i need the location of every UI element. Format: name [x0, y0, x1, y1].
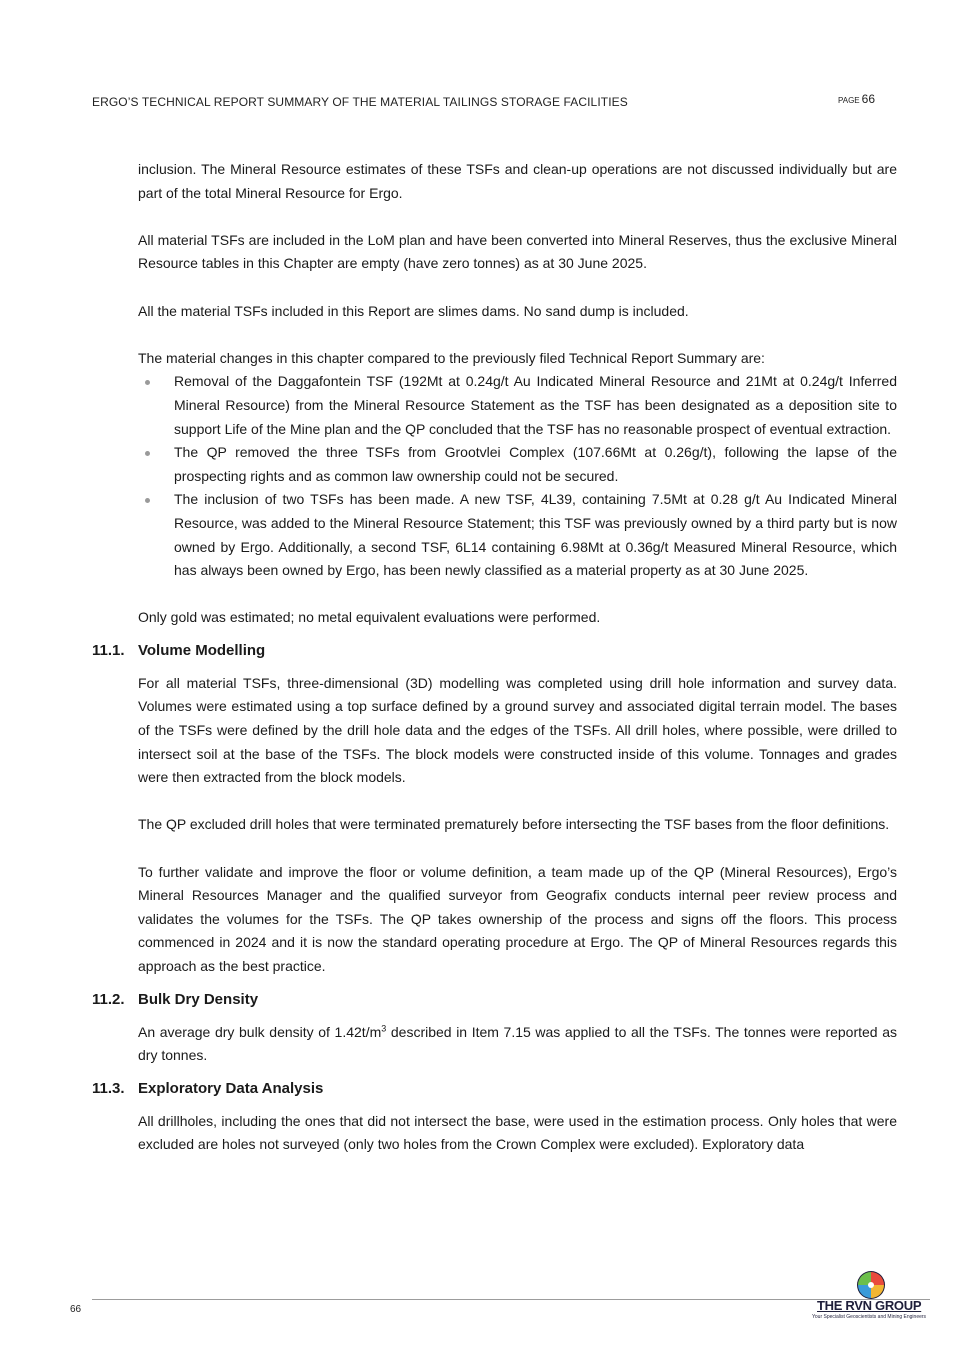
section-number: 11.1. — [92, 641, 125, 659]
section-title: Bulk Dry Density — [138, 990, 259, 1008]
list-item: Removal of the Daggafontein TSF (192Mt at 0.24g/t Au Indicated Mineral Resource and 21Mt at 0.24g/t Inferred Mineral Resource) from the Mineral Resource Statement as the TSF has been designated as a deposition site to support Life of the Mine plan and the QP concluded that the TSF has no reasonable prospect of eventual extraction. — [138, 370, 897, 441]
superscript: 3 — [381, 1022, 387, 1033]
paragraph: The QP excluded drill holes that were terminated prematurely before intersecting the TSF bases from the floor definitions. — [138, 816, 890, 833]
section-heading-11-3 — [92, 1078, 897, 1100]
section-title: Volume Modelling — [138, 641, 266, 659]
bullet-list — [138, 370, 897, 582]
text-run: described in Item 7.15 was applied to all the TSFs. The tonnes were reported as dry tonnes. — [138, 1023, 897, 1064]
logo-wheel-icon — [856, 1270, 886, 1300]
paragraph: Only gold was estimated; no metal equivalent evaluations were performed. — [138, 609, 601, 626]
section-heading-11-2 — [92, 989, 897, 1011]
list-item: The inclusion of two TSFs has been made. A new TSF, 4L39, containing 7.5Mt at 0.28 g/t Au Indicated Mineral Resource, was added to the Mineral Resource Statement; this TSF was previously owned by a third party but is now owned by Ergo. Additionally, a second TSF, 6L14 containing 6.98Mt at 0.36g/t Measured Mineral Resource, which has always been owned by Ergo, has been newly classified as a material property as at 30 June 2025. — [138, 488, 897, 582]
list-item: The QP removed the three TSFs from Grootvlei Complex (107.66Mt at 0.26g/t), following the lapse of the prospecting rights and as common law ownership could not be secured. — [138, 441, 897, 488]
paragraph — [138, 1021, 897, 1068]
paragraph: The material changes in this chapter compared to the previously filed Technical Report Summary are: — [138, 349, 765, 366]
rvn-group-logo — [812, 1268, 936, 1324]
paragraph: For all material TSFs, three-dimensional (3D) modelling was completed using drill hole information and survey data. Volumes were estimated using a top surface defined by a ground survey and associated digital terrain model. The bases of the TSFs were defined by the drill hole data and the edges of the TSFs. All drill holes, where possible, were drilled to intersect soil at the base of the TSFs. The block models were constructed inside of this volume. Tonnages and grades were then extracted from the block models. — [138, 674, 897, 786]
header-page-number — [838, 92, 875, 106]
section-number: 11.2. — [92, 990, 125, 1008]
section-heading-11-1 — [92, 640, 897, 662]
logo-tagline: Your Specialist Geoscientists and Mining Engineers — [812, 1314, 927, 1320]
section-number: 11.3. — [92, 1079, 125, 1097]
footer-page-number: 66 — [70, 1304, 82, 1315]
page-number: 66 — [861, 92, 875, 106]
paragraph: All material TSFs are included in the LoM plan and have been converted into Mineral Reserves, thus the exclusive Mineral Resource tables in this Chapter are empty (have zero tonnes) as at 30 June 2025. — [138, 231, 897, 272]
paragraph: All the material TSFs included in this Report are slimes dams. No sand dump is included. — [138, 302, 689, 319]
page-label: PAGE — [838, 96, 860, 105]
footer-divider — [92, 1299, 930, 1300]
text-run: An average dry bulk density of 1.42t/m — [138, 1023, 382, 1040]
section-title: Exploratory Data Analysis — [138, 1079, 324, 1097]
paragraph: inclusion. The Mineral Resource estimates of these TSFs and clean-up operations are not discussed individually but are part of the total Mineral Resource for Ergo. — [138, 161, 897, 201]
paragraph: All drillholes, including the ones that did not intersect the base, were used in the estimation process. Only holes that were excluded are holes not surveyed (only two holes from the Crown Complex were excluded). Exploratory data — [138, 1112, 897, 1153]
paragraph: To further validate and improve the floor or volume definition, a team made up of the QP (Mineral Resources), Ergo’s Mineral Resources Manager and the qualified surveyor from Geografix conducts internal peer review process and validates the volumes for the TSFs. The QP takes ownership of the process and signs off the floors. This process commenced in 2024 and it is now the standard operating procedure at Ergo. The QP of Mineral Resources regards this approach as the best practice. — [138, 863, 897, 974]
document-body — [92, 158, 897, 1181]
header-title: ERGO’S TECHNICAL REPORT SUMMARY OF THE MATERIAL TAILINGS STORAGE FACILITIES — [92, 95, 628, 109]
logo-text: THE RVN GROUP — [817, 1298, 922, 1313]
